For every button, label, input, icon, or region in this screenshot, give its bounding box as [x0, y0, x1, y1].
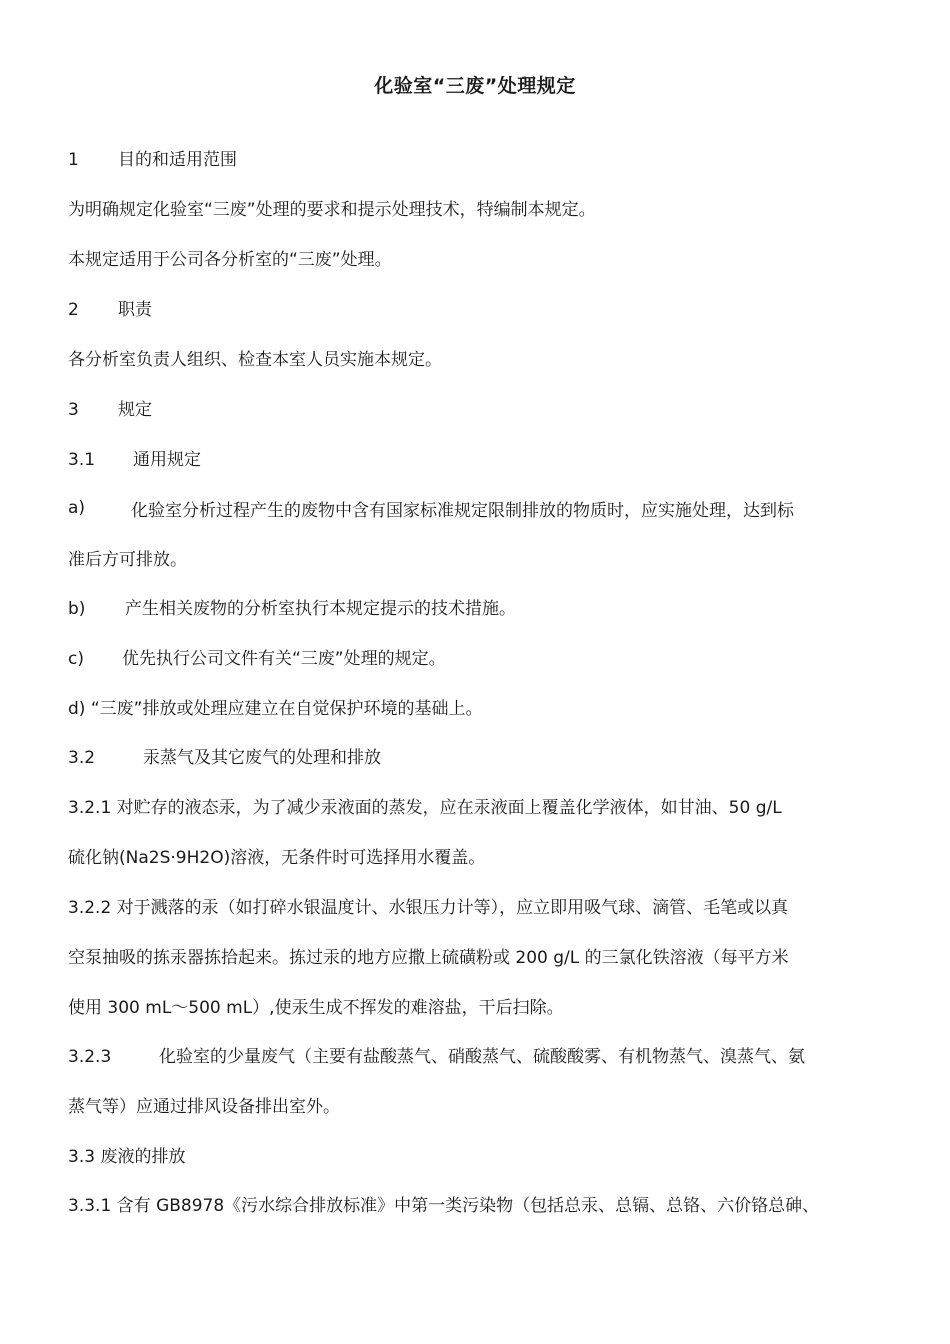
list-label: a): [68, 498, 86, 518]
document-title: 化验室“三废”处理规定: [374, 75, 576, 97]
section-3-3-heading: 3.3 废液的排放: [68, 1147, 186, 1167]
section-title: 汞蒸气及其它废气的处理和排放: [143, 748, 381, 768]
section-number: 3.2: [68, 748, 96, 768]
section-3-2-3-line: [68, 1045, 805, 1069]
paragraph: 各分析室负责人组织、检查本室人员实施本规定。: [68, 350, 442, 370]
section-number: 2: [68, 300, 79, 320]
list-label: b): [68, 599, 86, 619]
section-3-2-1-line: 硫化钠(Na2S·9H2O)溶液，无条件时可选择用水覆盖。: [68, 848, 486, 868]
section-3-heading: [68, 398, 152, 422]
section-3-2-2-line: 空泵抽吸的拣汞器拣拾起来。拣过汞的地方应撒上硫磺粉或 200 g/L 的三氯化铁溶液（每平方米: [68, 948, 789, 968]
list-label: c): [68, 649, 84, 669]
section-1-heading: [68, 148, 237, 172]
section-title: 目的和适用范围: [118, 150, 237, 170]
paragraph: 本规定适用于公司各分析室的“三废”处理。: [68, 250, 392, 270]
list-item-c: [68, 647, 446, 671]
list-text: 产生相关废物的分析室执行本规定提示的技术措施。: [125, 599, 516, 619]
section-number: 1: [68, 150, 79, 170]
section-3-3-1-line: 3.3.1 含有 GB8978《污水综合排放标准》中第一类污染物（包括总汞、总镉、总铬、六价铬总砷、: [68, 1196, 820, 1216]
section-3-2-2-line: 使用 300 mL～500 mL）,使汞生成不挥发的难溶盐，干后扫除。: [68, 998, 564, 1018]
list-text: 优先执行公司文件有关“三废”处理的规定。: [122, 649, 446, 669]
section-title: 规定: [118, 400, 152, 420]
section-2-heading: [68, 298, 152, 322]
section-title: 通用规定: [133, 450, 201, 470]
section-3-2-2-line: 3.2.2 对于溅落的汞（如打碎水银温度计、水银压力计等），应立即用吸气球、滴管、毛笔或以真: [68, 898, 789, 918]
section-3-2-3-line: 蒸气等）应通过排风设备排出室外。: [68, 1097, 340, 1117]
section-3-2-heading: [68, 746, 381, 770]
list-item-a-continued: 准后方可排放。: [68, 550, 187, 570]
list-item-d: d) “三废”排放或处理应建立在自觉保护环境的基础上。: [68, 699, 483, 719]
list-item-a: [68, 496, 794, 520]
list-item-b: [68, 597, 516, 621]
section-text: 化验室的少量废气（主要有盐酸蒸气、硝酸蒸气、硫酸酸雾、有机物蒸气、溴蒸气、氨: [159, 1047, 805, 1067]
paragraph: 为明确规定化验室“三废”处理的要求和提示处理技术，特编制本规定。: [68, 200, 596, 220]
section-3-1-heading: [68, 448, 201, 472]
list-text: 化验室分析过程产生的废物中含有国家标准规定限制排放的物质时，应实施处理，达到标: [131, 501, 794, 521]
section-number: 3.2.3: [68, 1047, 112, 1067]
section-title: 职责: [118, 300, 152, 320]
section-number: 3.1: [68, 450, 96, 470]
section-3-2-1-line: 3.2.1 对贮存的液态汞，为了减少汞液面的蒸发，应在汞液面上覆盖化学液体，如甘油、50 g/L: [68, 798, 782, 818]
section-number: 3: [68, 400, 79, 420]
